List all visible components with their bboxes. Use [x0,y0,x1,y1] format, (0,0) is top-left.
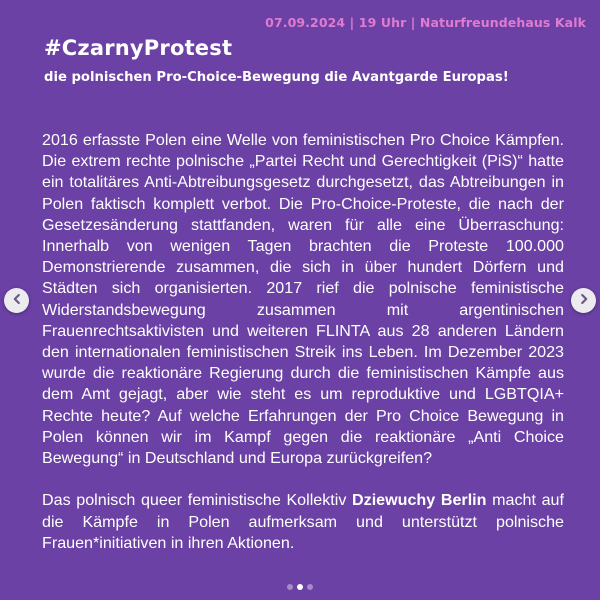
paragraph-1: 2016 erfasste Polen eine Welle von feministischen Pro Choice Kämpfen. Die extrem rechte polnische „Partei Recht und Gerechtigkeit (PiS)“ hatte ein totalitäres Anti-Abtreibungsgesetz durchgesetzt, das Abtreibungen in Polen faktisch komplett verbot. Die Pro-Choice-Proteste, die nach der Gesetzesänderung stattfanden, waren für alle eine Überraschung: Innerhalb von wenigen Tagen brachten die Proteste 100.000 Demonstrierende zusammen, die sich in über hundert Dörfern und Städten sich organisierten. 2017 rief die polnische feministische Widerstandsbewegung zusammen mit argentinischen Frauenrechtsaktivisten und weiteren FLINTA aus 28 anderen Ländern den internationalen feministischen Streik ins Leben. Im Dezember 2023 wurde die reaktionäre Regierung durch die feministischen Kämpfe aus dem Amt gejagt, aber wie steht es um reproduktive und LGBTQIA+ Rechte heute? Auf welche Erfahrungen der Pro Choice Bewegung in Polen können wir im Kampf gegen die reaktionäre „Anti Choice Bewegung“ in Deutschland und Europa zurückgreifen? [42,131,564,468]
paragraph-2-rest: macht auf die Kämpfe in Polen aufmerksam und unterstützt polnische Frauen*initiativen in ihren Aktionen. [42,491,564,552]
paragraph-2 [42,490,564,554]
slide-dot[interactable] [307,584,313,590]
collective-name: Dziewuchy Berlin [352,491,487,510]
slide-dot[interactable] [287,584,293,590]
paragraph-2-intro: Das polnisch queer feministische Kollektiv [42,491,353,510]
event-info: 07.09.2024 | 19 Uhr | Naturfreundehaus Kalk [265,15,586,30]
slide-dot[interactable] [297,584,303,590]
chevron-right-icon [578,292,590,310]
next-slide-button[interactable] [571,288,596,313]
prev-slide-button[interactable] [4,288,29,313]
chevron-left-icon [11,292,23,310]
page-subtitle: die polnischen Pro-Choice-Bewegung die Avantgarde Europas! [44,70,509,85]
page-title: #CzarnyProtest [44,36,233,60]
body-text [42,130,564,554]
slide-indicator [0,584,600,590]
